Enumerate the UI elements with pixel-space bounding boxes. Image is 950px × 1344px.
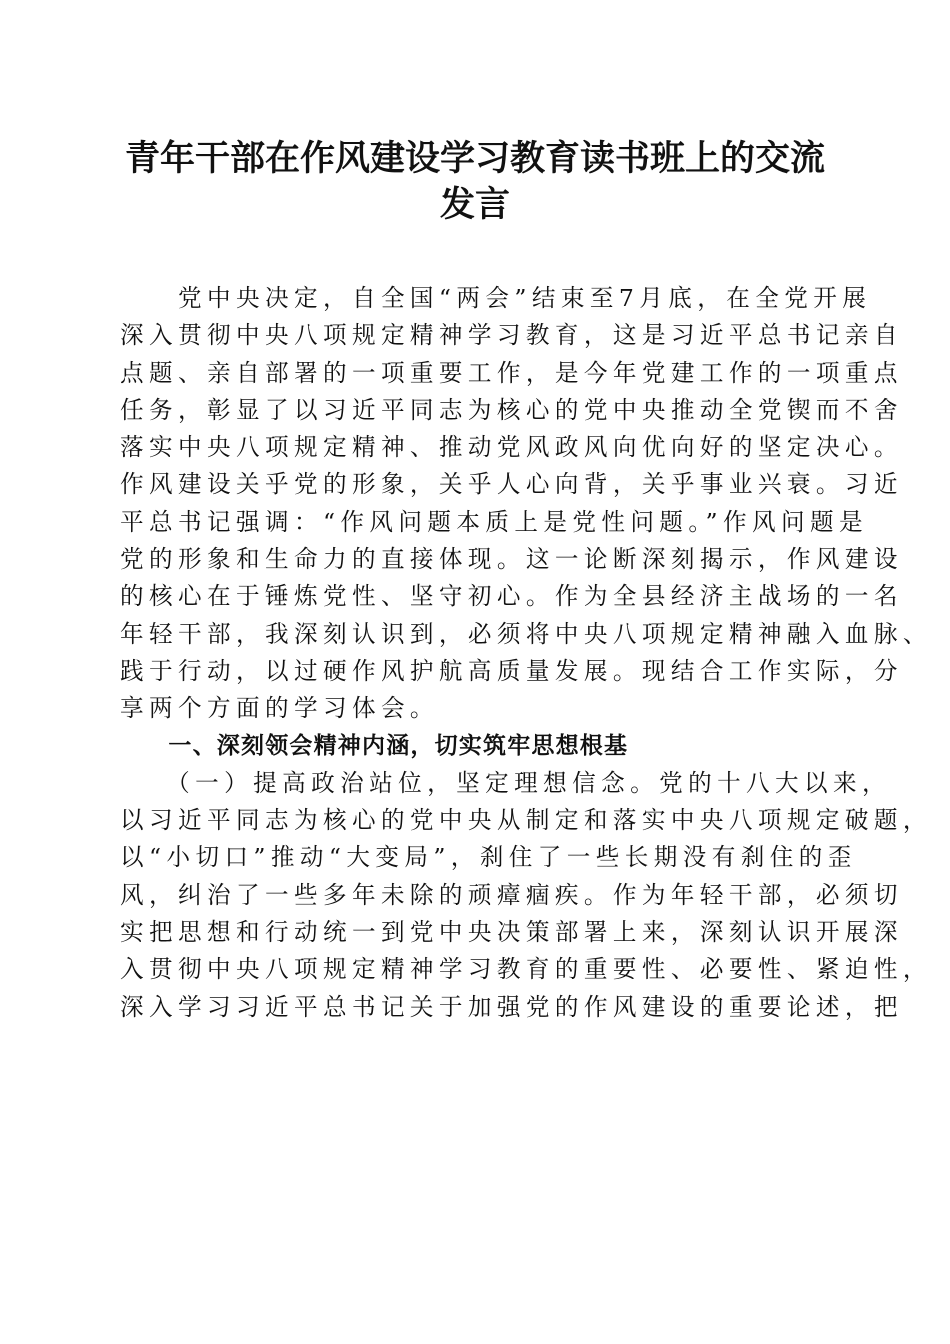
body-line: 深入贯彻中央八项规定精神学习教育，这是习近平总书记亲自 [120,321,903,350]
title-line-2: 发言 [439,184,510,225]
body-line: 深入学习习近平总书记关于加强党的作风建设的重要论述，把 [120,992,903,1021]
body-line: 平总书记强调：“作风问题本质上是党性问题。”作风问题是 [120,507,868,536]
body-line: 入贯彻中央八项规定精神学习教育的重要性、必要性、紧迫性， [120,955,932,984]
section-heading: 一、深刻领会精神内涵，切实筑牢思想根基 [120,732,629,759]
body-line: 作风建设关乎党的形象，关乎人心向背，关乎事业兴衰。习近 [120,470,903,499]
body-line: 年轻干部，我深刻认识到，必须将中央八项规定精神融入血脉、 [120,619,932,648]
body-line: 的核心在于锤炼党性、坚守初心。作为全县经济主战场的一名 [120,582,903,611]
body-line: （一）提高政治站位，坚定理想信念。党的十八大以来， [120,768,892,797]
document-body [120,280,932,1026]
body-line: 党中央决定，自全国“两会”结束至7月底，在全党开展 [120,284,872,312]
body-line: 风，纠治了一些多年未除的顽瘴痼疾。作为年轻干部，必须切 [120,880,903,909]
body-line: 以“小切口”推动“大变局”，刹住了一些长期没有刹住的歪 [120,843,857,872]
body-line: 以习近平同志为核心的党中央从制定和落实中央八项规定破题， [120,806,932,835]
title-line-1: 青年干部在作风建设学习教育读书班上的交流 [124,138,825,179]
body-line: 实把思想和行动统一到党中央决策部署上来，深刻认识开展深 [120,918,903,947]
body-line: 点题、亲自部署的一项重要工作，是今年党建工作的一项重点 [120,358,903,387]
body-line: 任务，彰显了以习近平同志为核心的党中央推动全党锲而不舍 [120,395,903,424]
body-line: 党的形象和生命力的直接体现。这一论断深刻揭示，作风建设 [120,545,903,574]
body-line: 享两个方面的学习体会。 [120,694,439,723]
body-line: 践于行动，以过硬作风护航高质量发展。现结合工作实际，分 [120,656,903,685]
body-line: 落实中央八项规定精神、推动党风政风向优向好的坚定决心。 [120,433,903,462]
document-title [100,136,850,228]
